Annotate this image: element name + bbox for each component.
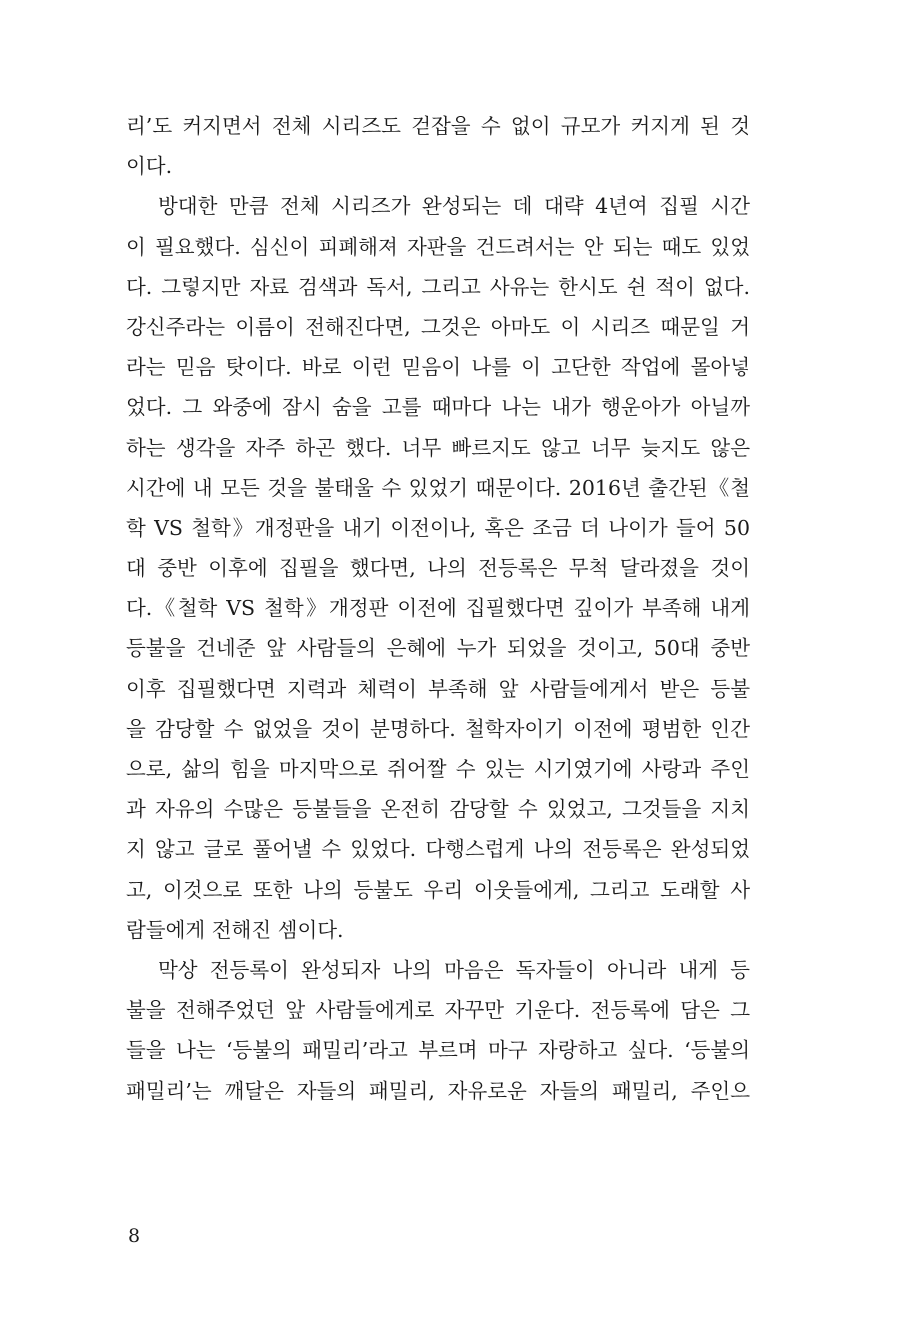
text-line: 들을 나는 ‘등불의 패밀리’라고 부르며 마구 자랑하고 싶다. ‘등불의 bbox=[126, 1038, 750, 1063]
text-line: 이후 집필했다면 지력과 체력이 부족해 앞 사람들에게서 받은 등불 bbox=[126, 676, 750, 701]
text-line: 방대한 만큼 전체 시리즈가 완성되는 데 대략 4년여 집필 시간 bbox=[158, 194, 750, 219]
text-line: 대 중반 이후에 집필을 했다면, 나의 전등록은 무척 달라졌을 것이 bbox=[126, 556, 750, 581]
text-line: 이 필요했다. 심신이 피폐해져 자판을 건드려서는 안 되는 때도 있었 bbox=[126, 234, 750, 259]
text-line: 다. 그렇지만 자료 검색과 독서, 그리고 사유는 한시도 쉰 적이 없다. bbox=[126, 274, 750, 299]
text-line: 강신주라는 이름이 전해진다면, 그것은 아마도 이 시리즈 때문일 거 bbox=[126, 314, 750, 339]
text-line: 과 자유의 수많은 등불들을 온전히 감당할 수 있었고, 그것들을 지치 bbox=[126, 797, 750, 822]
body-text bbox=[126, 106, 750, 1111]
text-line: 리’도 커지면서 전체 시리즈도 걷잡을 수 없이 규모가 커지게 된 것 bbox=[126, 114, 750, 138]
text-line: 등불을 건네준 앞 사람들의 은혜에 누가 되었을 것이고, 50대 중반 bbox=[126, 636, 750, 661]
text-line: 람들에게 전해진 셈이다. bbox=[126, 917, 344, 942]
text-line: 시간에 내 모든 것을 불태울 수 있었기 때문이다. 2016년 출간된《철 bbox=[126, 475, 750, 500]
text-line: 다.《철학 VS 철학》개정판 이전에 집필했다면 깊이가 부족해 내게 bbox=[126, 596, 750, 621]
text-line: 었다. 그 와중에 잠시 숨을 고를 때마다 나는 내가 행운아가 아닐까 bbox=[126, 395, 750, 420]
paragraph bbox=[126, 950, 750, 1111]
text-line: 고, 이것으로 또한 나의 등불도 우리 이웃들에게, 그리고 도래할 사 bbox=[126, 877, 750, 902]
text-line: 지 않고 글로 풀어낼 수 있었다. 다행스럽게 나의 전등록은 완성되었 bbox=[126, 837, 750, 862]
text-line: 하는 생각을 자주 하곤 했다. 너무 빠르지도 않고 너무 늦지도 않은 bbox=[126, 435, 750, 460]
paragraph bbox=[126, 186, 750, 950]
text-line: 학 VS 철학》개정판을 내기 이전이나, 혹은 조금 더 나이가 들어 50 bbox=[126, 515, 750, 540]
text-line: 을 감당할 수 없었을 것이 분명하다. 철학자이기 이전에 평범한 인간 bbox=[126, 716, 750, 741]
text-line: 막상 전등록이 완성되자 나의 마음은 독자들이 아니라 내게 등 bbox=[158, 957, 750, 982]
text-line: 이다. bbox=[126, 154, 173, 179]
text-line: 으로, 삶의 힘을 마지막으로 쥐어짤 수 있는 시기였기에 사랑과 주인 bbox=[126, 757, 750, 781]
page-number: 8 bbox=[128, 1225, 141, 1247]
paragraph bbox=[126, 106, 750, 186]
text-line: 불을 전해주었던 앞 사람들에게로 자꾸만 기운다. 전등록에 담은 그 bbox=[126, 998, 750, 1023]
text-line: 패밀리’는 깨달은 자들의 패밀리, 자유로운 자들의 패밀리, 주인으 bbox=[126, 1078, 750, 1103]
text-line: 라는 믿음 탓이다. 바로 이런 믿음이 나를 이 고단한 작업에 몰아넣 bbox=[126, 355, 750, 380]
